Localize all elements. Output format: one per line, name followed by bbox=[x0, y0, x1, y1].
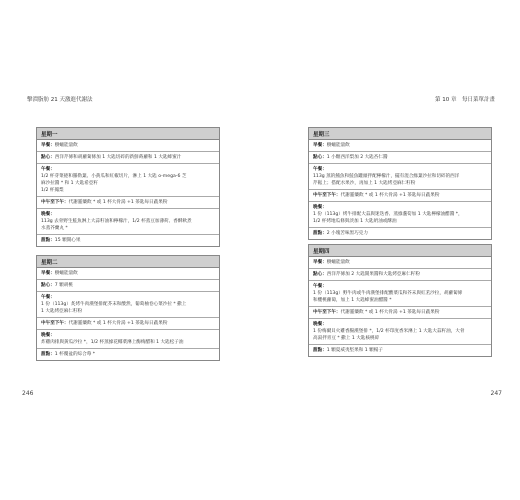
meal-text: 樹蠟能量飲 bbox=[326, 143, 350, 148]
meal-row bbox=[37, 268, 219, 280]
day-title: 星期一 bbox=[37, 128, 219, 140]
meal-row bbox=[309, 257, 491, 269]
meal-label: 甜點： bbox=[313, 231, 327, 236]
meal-text: 西洋芹條和胡蘿蔔條加 1 大匙切碎的新鮮蒔蘿和 1 大匙蜂蜜汁 bbox=[54, 155, 182, 160]
meal-text: 1/2 杯鳳梨 bbox=[41, 188, 64, 193]
meal-label: 甜點： bbox=[41, 238, 55, 243]
meal-label: 甜點： bbox=[313, 348, 327, 353]
meal-text: 水蒸芥蘭丸 * bbox=[41, 226, 68, 231]
meal-label: 點心： bbox=[313, 272, 327, 277]
meal-row bbox=[37, 152, 219, 164]
meal-text: 代謝靈藥飲 * 或 1 杯大骨湯 +1 茶匙每日蔬果粉 bbox=[68, 200, 168, 205]
meal-text: 1/2 杯芽菜捲和羅勒葉、小黃瓜和紅椒切片，淋上 1 大匙 o-mega-6 芝 bbox=[41, 174, 187, 179]
meal-text: 1 份（113g）野牛肉或牛肉漢堡排配酸菜瓜和芥末與紅苤沙拉，胡蘿蔔條 bbox=[313, 291, 463, 296]
meal-row bbox=[309, 228, 491, 239]
meal-row bbox=[37, 292, 219, 318]
meal-label: 午餐： bbox=[41, 167, 55, 172]
meal-text: 1 份（113g）烤牛排配大蒜與迷迭香、蒸綠蘆筍加 1 大匙檸檬油醋醬 *， bbox=[313, 212, 463, 217]
meal-label: 午餐： bbox=[41, 295, 55, 300]
meal-text: 113g 去骨野生鮭魚淋上大蒜籽油和檸檬汁，1/2 杯蒸豆加薄荷、香酥軟煮 bbox=[41, 219, 192, 224]
meal-label: 中午至下午： bbox=[313, 193, 341, 198]
day-box-tuesday bbox=[36, 255, 220, 361]
meal-text: 樹蠟能量飲 bbox=[54, 143, 78, 148]
meal-text: 炸雞肉排與黃瓜沙拉 *，1/2 杯蒸綠花椰菜淋上酶梅醋和 1 大匙松子油 bbox=[41, 340, 184, 345]
meal-row bbox=[37, 197, 219, 209]
meal-text: 15 顆開心果 bbox=[54, 238, 81, 243]
meal-text: 1 份梅爾貝火雞香腸漢堡排 *，1/2 杯印度香米淋上 1 大匙大蒜籽油，大骨 bbox=[313, 329, 465, 334]
meal-label: 晚餐： bbox=[313, 322, 327, 327]
meal-label: 早餐： bbox=[41, 271, 55, 276]
meal-text: 樹蠟能量飲 bbox=[54, 271, 78, 276]
meal-row bbox=[309, 152, 491, 164]
meal-row bbox=[37, 140, 219, 152]
meal-row bbox=[37, 318, 219, 330]
meal-text: 樹蠟能量飲 bbox=[326, 260, 350, 265]
meal-label: 中午至下午： bbox=[41, 200, 69, 205]
meal-row bbox=[37, 349, 219, 360]
meal-row bbox=[309, 140, 491, 152]
meal-row bbox=[309, 190, 491, 202]
meal-label: 點心： bbox=[41, 283, 55, 288]
meal-row bbox=[309, 164, 491, 190]
meal-text: 7 顆胡桃 bbox=[54, 283, 73, 288]
meal-label: 點心： bbox=[313, 155, 327, 160]
meal-text: 2 小塊苦味黑巧克力 bbox=[326, 231, 368, 236]
page-number: 246 bbox=[22, 390, 34, 397]
meal-row bbox=[309, 202, 491, 228]
day-title: 星期三 bbox=[309, 128, 491, 140]
meal-label: 中午至下午： bbox=[41, 321, 69, 326]
meal-label: 早餐： bbox=[313, 260, 327, 265]
day-box-monday bbox=[36, 127, 220, 247]
meal-label: 午餐： bbox=[313, 284, 327, 289]
meal-row bbox=[309, 269, 491, 281]
meal-row bbox=[309, 319, 491, 345]
meal-text: 1 杯覆盆的綜合莓 * bbox=[54, 352, 96, 357]
meal-text: 代謝靈藥飲 * 或 1 杯大骨湯 +1 茶匙每日蔬果粉 bbox=[68, 321, 168, 326]
running-head: 第 10 章 每日菜單計畫 bbox=[435, 97, 495, 103]
meal-row bbox=[37, 209, 219, 235]
meal-label: 中午至下午： bbox=[313, 310, 341, 315]
day-box-wednesday bbox=[308, 127, 492, 240]
meal-label: 點心： bbox=[41, 155, 55, 160]
meal-text: 1 份（113g）炙烤牛肉漢堡排配芥末和酸然，葡萄柚卷心菜沙拉 * 撒上 bbox=[41, 302, 187, 307]
meal-text: 113g 蒸的鮪魚和鮭魚罐頭拌配檸檬汁，擺有混合綠葉沙拉和切碎的西洋 bbox=[313, 174, 460, 179]
meal-row bbox=[37, 280, 219, 292]
meal-text: 1 大匙烤亞麻仁籽粉 bbox=[41, 309, 83, 314]
day-title: 星期二 bbox=[37, 256, 219, 268]
meal-text: 西洋芹條加 2 大匙開果醬和大匙烤亞麻仁籽粉 bbox=[326, 272, 420, 277]
meal-label: 午餐： bbox=[313, 167, 327, 172]
meal-row bbox=[309, 281, 491, 307]
meal-row bbox=[37, 235, 219, 246]
meal-text: 高湯拌青豆 * 撒上 1 大匙核桃碎 bbox=[313, 336, 380, 341]
meal-text: 麻沙拉醬 * 和 1 大匙希亞籽 bbox=[41, 181, 98, 186]
meal-row bbox=[37, 330, 219, 349]
page-number: 247 bbox=[490, 390, 502, 397]
meal-label: 晚餐： bbox=[41, 333, 55, 338]
meal-label: 晚餐： bbox=[313, 205, 327, 210]
meal-label: 早餐： bbox=[313, 143, 327, 148]
meal-text: 1/2 杯烤地瓜條與淡加 1 大匙奶油或酥油 bbox=[313, 219, 397, 224]
meal-text: 和櫻桃蘿蔔，加上 1 大匙蜂蜜油醋醬 * bbox=[313, 298, 392, 303]
meal-label: 晚餐： bbox=[41, 212, 55, 217]
meal-row bbox=[309, 345, 491, 356]
day-box-thursday bbox=[308, 244, 492, 357]
meal-row bbox=[37, 164, 219, 197]
right-page bbox=[260, 0, 520, 500]
day-title: 星期四 bbox=[309, 245, 491, 257]
meal-text: 1 小顆西洋梨加 2 大匙杏仁醬 bbox=[326, 155, 388, 160]
meal-row bbox=[309, 307, 491, 319]
meal-text: 芹鬆上；搭配水果沙，再加上 1 大匙烤亞麻仁籽粉 bbox=[313, 181, 416, 186]
meal-text: 代謝靈藥飲 * 或 1 杯大骨湯 +1 茶匙每日蔬果粉 bbox=[340, 310, 440, 315]
meal-text: 代謝靈藥飲 * 或 1 杯大骨湯 +1 茶匙每日蔬果粉 bbox=[340, 193, 440, 198]
meal-label: 早餐： bbox=[41, 143, 55, 148]
meal-text: 1 顆夏威夷堅果和 1 顆楊子 bbox=[326, 348, 383, 353]
running-head: 擊潰脂肪 21 天激進代謝法 bbox=[27, 97, 93, 103]
meal-label: 甜點： bbox=[41, 352, 55, 357]
